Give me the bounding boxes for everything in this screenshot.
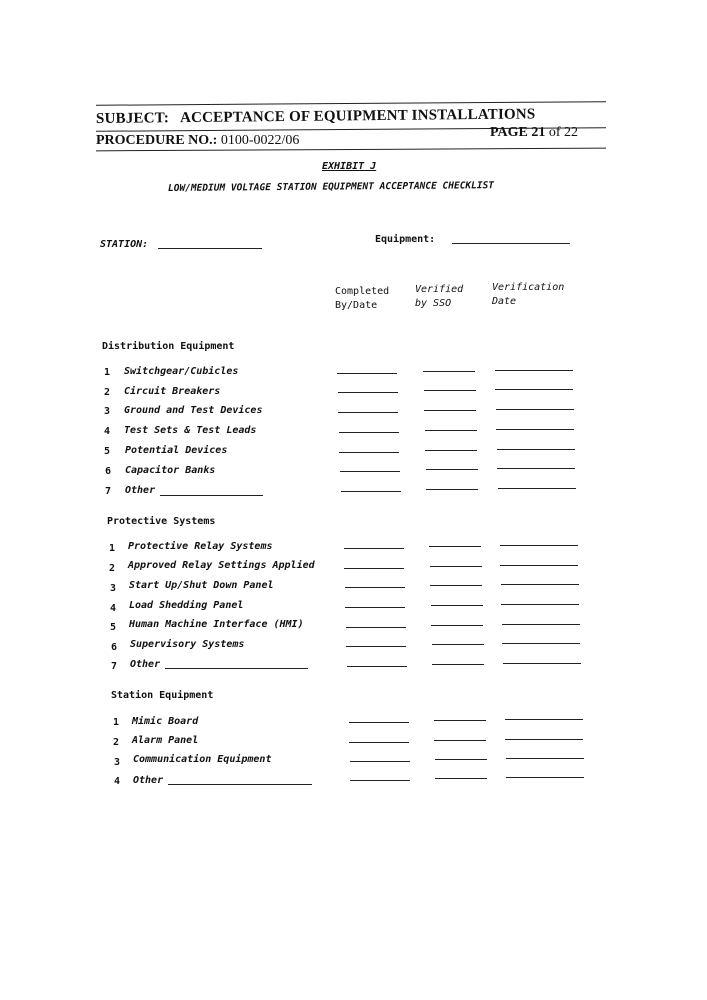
- date-blank[interactable]: [503, 663, 581, 664]
- verified-blank[interactable]: [432, 644, 484, 645]
- verified-blank[interactable]: [431, 625, 483, 626]
- completed-blank[interactable]: [337, 373, 397, 374]
- row-label: Load Shedding Panel: [129, 600, 244, 611]
- section-title-station: Station Equipment: [111, 690, 214, 701]
- checklist-title: LOW/MEDIUM VOLTAGE STATION EQUIPMENT ACCEPTANCE CHECKLIST: [167, 180, 495, 194]
- row-label: Supervisory Systems: [130, 639, 245, 650]
- completed-blank[interactable]: [350, 761, 410, 762]
- completed-blank[interactable]: [344, 568, 404, 569]
- row-number: 5: [104, 446, 111, 457]
- row-number: 4: [114, 776, 121, 787]
- row-label: Protective Relay Systems: [128, 541, 273, 552]
- date-blank[interactable]: [502, 624, 580, 625]
- verified-blank[interactable]: [426, 469, 478, 470]
- row-label: Other: [125, 485, 156, 496]
- column-verified: Verified by SSO: [415, 284, 464, 309]
- completed-blank[interactable]: [339, 452, 399, 453]
- procedure-line: [96, 133, 299, 149]
- other-specify-blank[interactable]: [165, 668, 308, 669]
- header-top-rule: [96, 101, 606, 106]
- date-blank[interactable]: [495, 389, 573, 390]
- section-title-protective: Protective Systems: [107, 516, 216, 527]
- completed-blank[interactable]: [349, 722, 409, 723]
- row-number: 6: [111, 642, 118, 653]
- row-number: 4: [110, 603, 117, 614]
- row-number: 2: [113, 737, 120, 748]
- completed-blank[interactable]: [346, 646, 406, 647]
- row-label: Potential Devices: [125, 445, 228, 456]
- completed-blank[interactable]: [344, 548, 404, 549]
- row-label: Ground and Test Devices: [124, 405, 263, 416]
- section-title-distribution: Distribution Equipment: [102, 341, 235, 352]
- row-number: 2: [109, 563, 116, 574]
- verified-blank[interactable]: [426, 489, 478, 490]
- completed-blank[interactable]: [338, 392, 398, 393]
- exhibit-label: EXHIBIT J: [322, 161, 377, 172]
- row-number: 7: [111, 661, 118, 672]
- procedure-label: PROCEDURE NO.:: [96, 133, 218, 148]
- row-number: 1: [104, 367, 111, 378]
- completed-blank[interactable]: [350, 780, 410, 781]
- date-blank[interactable]: [505, 739, 583, 740]
- row-number: 1: [109, 543, 116, 554]
- date-blank[interactable]: [498, 488, 576, 489]
- row-number: 3: [114, 757, 121, 768]
- verified-blank[interactable]: [425, 430, 477, 431]
- row-label: Test Sets & Test Leads: [124, 425, 257, 436]
- verified-blank[interactable]: [429, 546, 481, 547]
- column-completed: Completed By/Date: [335, 286, 390, 311]
- verified-blank[interactable]: [425, 450, 477, 451]
- date-blank[interactable]: [501, 584, 579, 585]
- row-label: Circuit Breakers: [124, 386, 221, 397]
- other-specify-blank[interactable]: [160, 495, 263, 496]
- date-blank[interactable]: [497, 449, 575, 450]
- row-number: 7: [105, 486, 112, 497]
- date-blank[interactable]: [506, 758, 584, 759]
- verified-blank[interactable]: [432, 664, 484, 665]
- row-label: Other: [130, 659, 161, 670]
- page-label: PAGE 21: [490, 125, 546, 140]
- subject-text: ACCEPTANCE OF EQUIPMENT INSTALLATIONS: [179, 106, 536, 127]
- verified-blank[interactable]: [435, 778, 487, 779]
- completed-blank[interactable]: [340, 471, 400, 472]
- equipment-label: Equipment:: [375, 234, 436, 245]
- row-number: 2: [104, 387, 111, 398]
- row-number: 3: [110, 583, 117, 594]
- row-label: Communication Equipment: [133, 754, 272, 765]
- verified-blank[interactable]: [434, 720, 486, 721]
- completed-blank[interactable]: [341, 491, 401, 492]
- subject-label: SUBJECT:: [95, 110, 170, 127]
- completed-blank[interactable]: [345, 607, 405, 608]
- date-blank[interactable]: [505, 719, 583, 720]
- row-number: 1: [113, 717, 120, 728]
- date-blank[interactable]: [506, 777, 584, 778]
- date-blank[interactable]: [501, 604, 579, 605]
- verified-blank[interactable]: [424, 410, 476, 411]
- row-number: 6: [105, 466, 112, 477]
- row-label: Capacitor Banks: [125, 465, 216, 476]
- row-number: 4: [104, 426, 111, 437]
- date-blank[interactable]: [500, 565, 578, 566]
- row-number: 5: [110, 622, 117, 633]
- row-label: Mimic Board: [132, 716, 199, 727]
- station-label: STATION:: [100, 239, 149, 250]
- completed-blank[interactable]: [345, 587, 405, 588]
- date-blank[interactable]: [497, 468, 575, 469]
- completed-blank[interactable]: [346, 627, 406, 628]
- other-specify-blank[interactable]: [168, 784, 312, 785]
- completed-blank[interactable]: [349, 742, 409, 743]
- row-number: 3: [104, 406, 111, 417]
- procedure-number: 0100-0022/06: [220, 133, 300, 148]
- verified-blank[interactable]: [435, 759, 487, 760]
- completed-blank[interactable]: [339, 432, 399, 433]
- station-field[interactable]: [158, 248, 262, 249]
- verified-blank[interactable]: [430, 585, 482, 586]
- row-label: Start Up/Shut Down Panel: [129, 580, 274, 591]
- date-blank[interactable]: [495, 370, 573, 371]
- completed-blank[interactable]: [338, 412, 398, 413]
- date-blank[interactable]: [500, 545, 578, 546]
- verified-blank[interactable]: [424, 390, 476, 391]
- equipment-field[interactable]: [452, 243, 570, 244]
- row-label: Approved Relay Settings Applied: [128, 560, 315, 571]
- row-label: Alarm Panel: [132, 735, 199, 746]
- date-blank[interactable]: [496, 429, 574, 430]
- row-label: Switchgear/Cubicles: [124, 366, 239, 377]
- page-number: [490, 125, 578, 141]
- completed-blank[interactable]: [347, 666, 407, 667]
- verified-blank[interactable]: [431, 605, 483, 606]
- page-total: of 22: [548, 125, 579, 140]
- row-label: Other: [133, 775, 164, 786]
- date-blank[interactable]: [496, 409, 574, 410]
- subject-line: [96, 106, 536, 128]
- column-verification-date: Verification Date: [492, 282, 565, 307]
- verified-blank[interactable]: [434, 740, 486, 741]
- verified-blank[interactable]: [430, 566, 482, 567]
- verified-blank[interactable]: [423, 371, 475, 372]
- row-label: Human Machine Interface (HMI): [129, 619, 304, 630]
- date-blank[interactable]: [502, 643, 580, 644]
